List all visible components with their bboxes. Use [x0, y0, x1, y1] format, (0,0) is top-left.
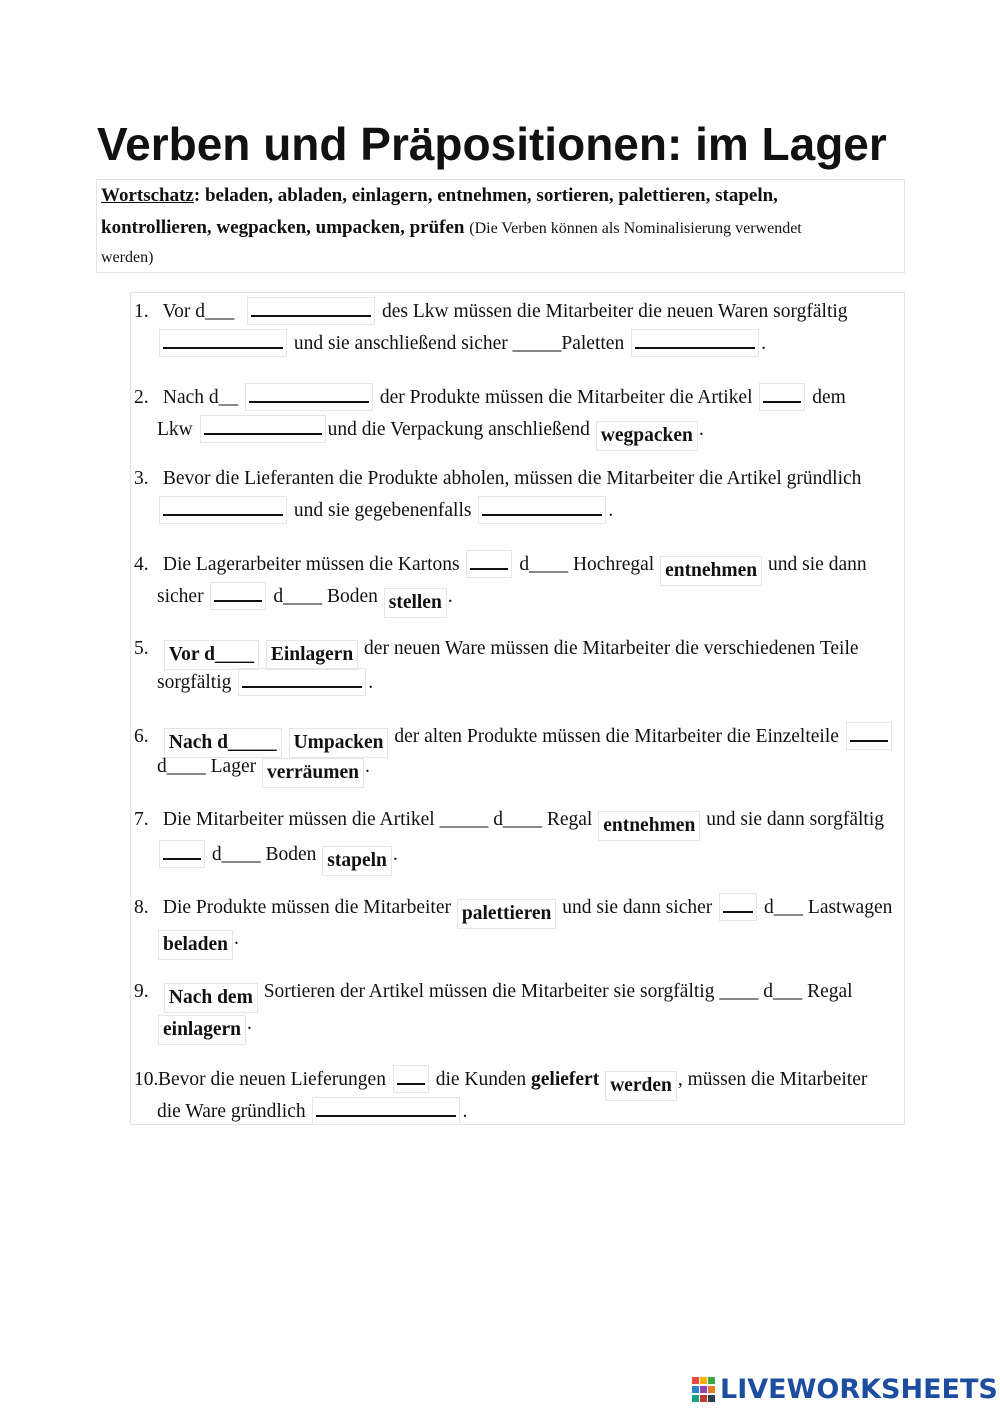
answer-blank[interactable]: [759, 383, 805, 411]
vocabulary-line-2: [101, 217, 802, 239]
exercise-6-line-1: [134, 722, 894, 758]
filled-answer[interactable]: wegpacken: [596, 421, 698, 451]
exercise-text: der alten Produkte müssen die Mitarbeiter die Einzelteile: [394, 726, 839, 747]
exercise-number: 5.: [134, 638, 149, 659]
exercise-text: der Produkte müssen die Mitarbeiter die Artikel: [379, 387, 753, 408]
filled-answer[interactable]: Nach d_____: [164, 728, 282, 758]
filled-answer[interactable]: Nach dem: [164, 983, 258, 1013]
exercise-5-line-1: [134, 636, 859, 670]
exercise-text: .: [365, 756, 370, 777]
filled-answer[interactable]: Umpacken: [289, 728, 389, 758]
vocabulary-colon: :: [193, 185, 201, 206]
brand-name: LIVEWORKSHEETS: [720, 1374, 998, 1405]
answer-blank[interactable]: [719, 893, 757, 921]
exercise-8-line-1: [134, 893, 892, 929]
exercise-text: und sie anschließend sicher _____Paletten: [293, 333, 625, 354]
exercise-2-line-2: [157, 415, 704, 451]
exercise-text: Bevor die Lieferanten die Produkte abholen, müssen die Mitarbeiter die Artikel gründlich: [162, 468, 862, 489]
exercise-6-line-2: [157, 754, 370, 788]
answer-blank[interactable]: [393, 1065, 429, 1093]
exercise-text: sicher: [157, 586, 204, 607]
filled-answer[interactable]: entnehmen: [598, 811, 700, 841]
exercise-number: 4.: [134, 554, 149, 575]
exercise-text: .: [698, 419, 704, 440]
exercise-text: sorgfältig: [157, 672, 232, 693]
filled-answer[interactable]: entnehmen: [660, 556, 762, 586]
liveworksheets-logo-icon: [692, 1377, 716, 1403]
answer-blank[interactable]: [466, 550, 512, 578]
exercise-4-line-2: [157, 582, 453, 618]
exercise-text: Die Produkte müssen die Mitarbeiter: [162, 897, 451, 918]
answer-blank[interactable]: [478, 496, 606, 524]
exercise-text: Vor d___: [162, 301, 235, 322]
answer-blank[interactable]: [312, 1097, 460, 1125]
exercise-text: .: [234, 928, 239, 949]
exercise-text: Die Mitarbeiter müssen die Artikel _____ d____ Regal: [162, 809, 593, 830]
exercise-text: Sortieren der Artikel müssen die Mitarbeiter sie sorgfältig ____ d___ Regal: [263, 981, 853, 1002]
exercise-4-line-1: [134, 550, 867, 586]
exercise-9-line-1: [134, 979, 853, 1013]
exercise-text: und sie dann sorgfältig: [706, 809, 885, 830]
exercise-text: .: [761, 333, 766, 354]
answer-blank[interactable]: [631, 329, 759, 357]
exercise-7-line-1: [134, 807, 884, 841]
exercise-text: die Ware gründlich: [157, 1101, 306, 1122]
exercise-text: dem: [812, 387, 846, 408]
page-title: Verben und Präpositionen: im Lager: [97, 118, 887, 170]
vocabulary-words-1: beladen, abladen, einlagern, entnehmen, sortieren, palettieren, stapeln,: [204, 185, 778, 206]
answer-blank[interactable]: [247, 297, 375, 325]
exercise-text: und sie dann: [768, 554, 867, 575]
answer-blank[interactable]: [245, 383, 373, 411]
exercise-number: 7.: [134, 809, 149, 830]
answer-blank[interactable]: [200, 415, 326, 443]
exercise-7-line-2: [157, 840, 398, 876]
exercise-text: die Kunden: [435, 1069, 527, 1090]
exercise-number: 1.: [134, 301, 149, 322]
exercise-number: 3.: [134, 468, 149, 489]
vocabulary-words-2: kontrollieren, wegpacken, umpacken, prüfen: [101, 217, 465, 238]
filled-answer[interactable]: einlagern: [158, 1015, 246, 1045]
exercise-text: .: [392, 844, 398, 865]
exercise-text: Nach d__: [162, 387, 239, 408]
exercise-text: d___ Lastwagen: [764, 897, 893, 918]
exercise-text: d____ Boden: [273, 586, 378, 607]
vocabulary-heading: Wortschatz: [101, 185, 194, 206]
exercise-text: d____ Hochregal: [519, 554, 655, 575]
vocabulary-line-1: [101, 185, 778, 207]
liveworksheets-logo: [692, 1374, 998, 1408]
exercise-text: und sie dann sicher: [562, 897, 713, 918]
exercise-text: , müssen die Mitarbeiter: [677, 1069, 868, 1090]
exercise-number: 10.: [134, 1069, 159, 1090]
exercise-5-line-2: [157, 668, 373, 696]
exercise-9-line-2: [157, 1011, 252, 1045]
exercise-text: der neuen Ware müssen die Mitarbeiter die verschiedenen Teile: [364, 638, 859, 659]
exercise-text: des Lkw müssen die Mitarbeiter die neuen Waren sorgfältig: [381, 301, 848, 322]
answer-blank[interactable]: [159, 329, 287, 357]
exercise-2-line-1: [134, 383, 846, 411]
filled-answer[interactable]: Vor d____: [164, 640, 259, 670]
vocabulary-note-end: werden): [101, 249, 154, 266]
exercise-text: und die Verpackung anschließend: [327, 419, 590, 440]
answer-blank[interactable]: [210, 582, 266, 610]
answer-blank[interactable]: [159, 840, 205, 868]
vocabulary-box: [96, 179, 905, 273]
exercise-bold-text: geliefert: [531, 1069, 600, 1090]
exercise-text: .: [247, 1013, 252, 1034]
exercise-text: .: [462, 1101, 468, 1122]
exercise-1-line-2: [157, 329, 766, 357]
exercise-text: .: [368, 672, 374, 693]
filled-answer[interactable]: Einlagern: [266, 640, 358, 670]
exercise-text: d____ Boden: [211, 844, 317, 865]
filled-answer[interactable]: palettieren: [457, 899, 557, 929]
exercise-text: .: [447, 586, 453, 607]
exercise-number: 8.: [134, 897, 149, 918]
exercise-10-line-2: [157, 1097, 467, 1125]
exercise-10-line-1: [134, 1065, 867, 1101]
exercise-text: d____ Lager: [157, 756, 257, 777]
vocabulary-note: (Die Verben können als Nominalisierung verwendet: [469, 220, 802, 237]
exercise-number: 9.: [134, 981, 149, 1002]
exercise-1-line-1: [134, 297, 848, 325]
filled-answer[interactable]: stellen: [384, 588, 447, 618]
exercise-text: Bevor die neuen Lieferungen: [158, 1069, 386, 1090]
answer-blank[interactable]: [846, 722, 892, 750]
exercise-number: 2.: [134, 387, 149, 408]
answer-blank[interactable]: [159, 496, 287, 524]
filled-answer[interactable]: werden: [605, 1071, 677, 1101]
exercise-text: Die Lagerarbeiter müssen die Kartons: [162, 554, 460, 575]
filled-answer[interactable]: stapeln: [322, 846, 392, 876]
exercise-3-line-1: [134, 466, 861, 492]
exercise-text: .: [608, 500, 614, 521]
exercise-number: 6.: [134, 726, 149, 747]
exercise-3-line-2: [157, 496, 613, 524]
exercise-text: und sie gegebenenfalls: [293, 500, 472, 521]
exercise-text: Lkw: [157, 419, 193, 440]
filled-answer[interactable]: beladen: [158, 930, 233, 960]
answer-blank[interactable]: [238, 668, 366, 696]
exercise-8-line-2: [157, 926, 239, 960]
vocabulary-line-3: [101, 249, 153, 267]
filled-answer[interactable]: verräumen: [262, 758, 364, 788]
